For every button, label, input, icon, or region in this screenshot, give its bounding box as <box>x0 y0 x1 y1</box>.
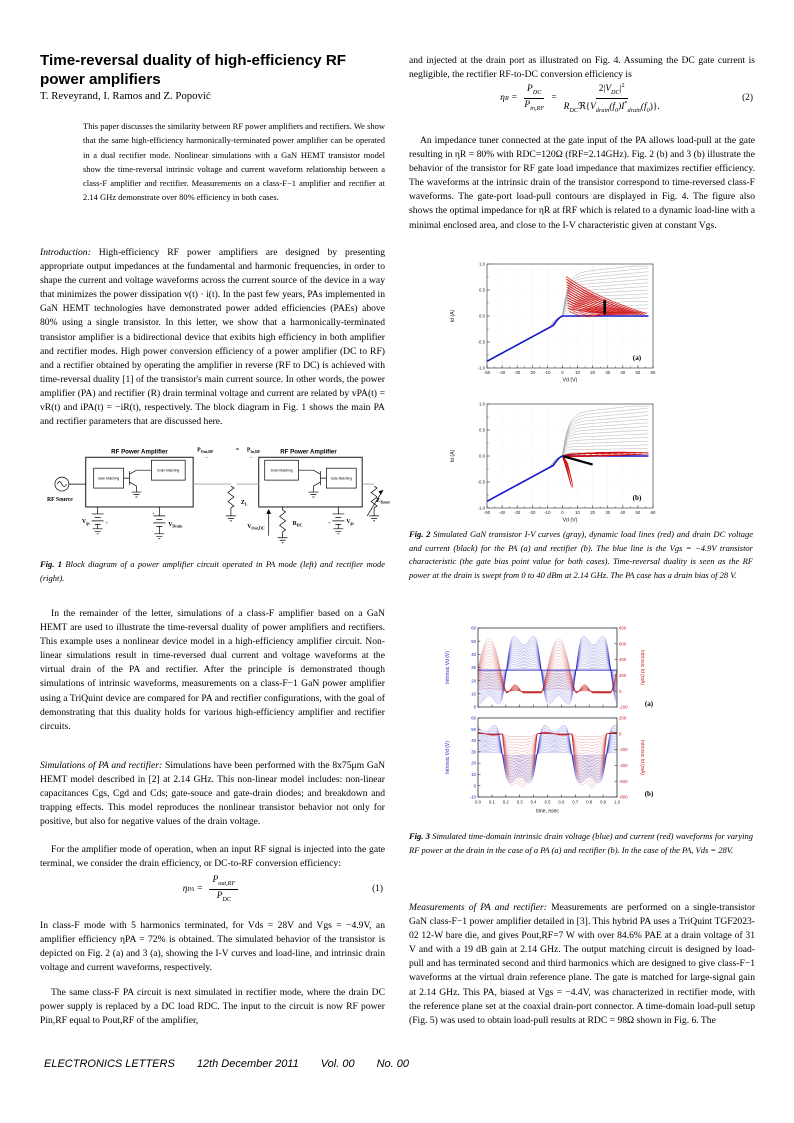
svg-text:-40: -40 <box>498 509 506 515</box>
svg-text:30: 30 <box>605 369 611 375</box>
measurements-paragraph <box>409 901 755 1028</box>
rf-flow-arrow-icon: ⇔ <box>248 454 254 460</box>
svg-text:1.0: 1.0 <box>614 799 620 805</box>
svg-text:-30: -30 <box>514 369 521 375</box>
pa-block-outline <box>86 457 193 507</box>
svg-text:10: 10 <box>575 509 580 515</box>
svg-text:Vd (V): Vd (V) <box>562 517 578 524</box>
svg-text:0.0: 0.0 <box>475 799 481 805</box>
fig3-caption <box>409 830 753 857</box>
svg-text:20: 20 <box>590 509 596 515</box>
svg-text:-1.0: -1.0 <box>477 505 485 511</box>
svg-text:800: 800 <box>619 625 627 631</box>
intro-lead: Introduction: <box>40 246 91 258</box>
gate-matching-label: Gate Matching <box>97 476 120 481</box>
svg-text:60: 60 <box>471 715 476 721</box>
eq1-number: (1) <box>372 884 383 894</box>
eq1-eta: η <box>182 884 188 894</box>
svg-text:0.2: 0.2 <box>502 799 509 805</box>
continuation-paragraph: and injected at the drain port as illustrated on Fig. 4. Assuming the DC gate current is negligible, the rectifier RF-to-DC conversion efficiency is <box>409 54 755 80</box>
fig3-caption-tag: Fig. 3 <box>409 831 430 841</box>
svg-text:0.1: 0.1 <box>488 799 495 805</box>
rectifier-block-outline <box>259 457 362 507</box>
plus-sign: + <box>328 519 331 525</box>
svg-text:60: 60 <box>650 509 656 515</box>
svg-text:-0.5: -0.5 <box>477 479 485 485</box>
svg-text:0.0: 0.0 <box>479 453 485 459</box>
gate-matching-label: Gate Matching <box>330 476 352 481</box>
measurements-lead: Measurements of PA and rectifier: <box>409 901 547 913</box>
svg-text:600: 600 <box>619 641 627 647</box>
sine-icon <box>57 482 66 487</box>
svg-text:50: 50 <box>471 638 476 644</box>
rdc-resistor-icon <box>278 507 288 543</box>
vdrain-battery-icon <box>153 507 165 539</box>
abstract: This paper discusses the similarity between RF power amplifiers and rectifiers. We show that the same high-efficiency harmonically-terminated power amplifier can be operated in a dual rectifier mode. Nonlinear simulations with a GaN HEMT transistor model show the time-reversal intrinsic voltage and current waveform relationship between a class-F amplifier and rectifier. Measurements on a class-F−1 amplifier and rectifier at 2.14 GHz demonstrate over 80% efficiency in both cases. <box>83 121 386 203</box>
fig1-diagram <box>42 444 392 556</box>
svg-text:(a): (a) <box>632 354 642 362</box>
svg-text:0.0: 0.0 <box>479 313 485 319</box>
rdc-label: $R_{DC}$ <box>292 520 303 528</box>
measurements-text: Measurements are performed on a single-transistor GaN class-F−1 power amplifier detailed in [3]. This hybrid PA uses a TriQuint TGF2023-02 12-W bare die, and gives Pout,RF=7 W with over 84.6% PAE at a drain voltage of 31 V and with a 19 dB gain at 2.14 GHz. The output matching circuit is designed by load-pull and has terminated second and third harmonics which are designed to give class-F−1 waveforms at the virtual drain reference plane. The gate is matched for large-signal gain at 2.14 GHz. This PA, biased at Vgs = −4.4V, was characterized in rectifier mode, with the reference plane set at the coaxial drain-port connector. A time-domain load-pull setup (Fig. 5) was used to obtain load-pull results at RDC = 98Ω shown in Fig. 6. The <box>409 901 756 1026</box>
page-footer <box>44 1058 431 1070</box>
svg-text:-200: -200 <box>619 704 628 710</box>
svg-text:0: 0 <box>619 731 622 737</box>
svg-text:0: 0 <box>473 783 476 789</box>
svg-text:-30: -30 <box>514 509 521 515</box>
svg-text:Id (A): Id (A) <box>450 309 456 323</box>
svg-text:0.6: 0.6 <box>558 799 565 805</box>
svg-text:0.9: 0.9 <box>600 799 607 805</box>
svg-text:0.5: 0.5 <box>479 427 485 433</box>
equals-sign: = <box>235 447 240 454</box>
intro-text: High-efficiency RF power amplifiers are designed by presenting appropriate output impedances at the fundamental and harmonic frequencies, in order to shape the current and voltage waveforms across the current source of the device in a way that minimizes the power dissipation v(t) · i(t). In the past few years, PAs implemented in GaN HEMT technologies have demonstrated power added efficiencies (PAEs) above 80% using a single transistor. In this letter, we show that a harmonically-terminated transistor amplifier is a bidirectional device that exibits high efficiency in both amplifier and rectifier modes. High power conversion efficiency of a power amplifier (DC to RF) and a rectifier obtained by operating the amplifier in reverse (RF to DC) is achieved with time-reversal duality [1] of the transistor's main current source. In other words, the power amplifier (PA) and rectifier (R) drain terminal voltage and current are related by vPA(t) = vR(t) and iPA(t) = −iR(t), respectively. The block diagram in Fig. 1 shows the main PA and rectifier parameters that are discussed here. <box>40 246 385 428</box>
fig1-left-title: RF Power Amplifier <box>111 448 168 456</box>
svg-text:Intrinsic Id (mA): Intrinsic Id (mA) <box>639 739 645 776</box>
impedance-paragraph: An impedance tuner connected at the gate input of the PA allows load-pull at the gate resulting in ηR = 80% with RDC=120Ω (fRF=2.14GHz). Fig. 2 (b) and 3 (b) illustrate the behavior of the transistor for RF gate load impedance that maximizes rectifier efficiency. The waveforms at the intrinsic drain of the transistor correspond to time-reversed class-F waveforms. The gate-port load-pull contours are displayed in Fig. 4. The figure also shows the optimal impedance for ηR at fRF which is related to a dynamic load-line with a minimal enclosed area, and close to the I-V characteristic given at constant Vgs. <box>409 134 755 231</box>
svg-text:20: 20 <box>471 760 476 766</box>
svg-text:50: 50 <box>635 509 641 515</box>
simulations-paragraph <box>40 759 385 830</box>
svg-text:-20: -20 <box>529 509 536 515</box>
rectifier-sim-paragraph: The same class-F PA circuit is next simulated in rectifier mode, where the drain DC power supply is replaced by a DC load RDC. The input to the circuit is now RF power Pin,RF equal to Pout,RF of the amplifier, <box>40 986 385 1026</box>
svg-text:Id (A): Id (A) <box>450 449 456 463</box>
amplifier-mode-paragraph: For the amplifier mode of operation, when an input RF signal is injected into the gate terminal, we consider the drain efficiency, or DC-to-RF conversion efficiency: <box>40 843 385 869</box>
equation-2: η R = $\frac{P_{DC}}{P_{in,RF}}$ = $\frac{2|V_{DC}|^2}{R_{DC}ℜ\{V_{drain}(f_0)I^*_{drain}(f_0)\}.}$ (2) <box>500 82 753 114</box>
svg-text:-40: -40 <box>498 369 506 375</box>
svg-text:-1.0: -1.0 <box>477 365 485 371</box>
eq2-fraction-2: $\frac{2|V_{DC}|^2}{R_{DC}ℜ\{V_{drain}(f_0)I^*_{drain}(f_0)\}.}$ <box>563 82 660 114</box>
svg-text:200: 200 <box>619 715 627 721</box>
svg-text:-0.5: -0.5 <box>477 339 485 345</box>
pin-label: $P_{In,RF}$ <box>246 447 261 454</box>
vgs-label: $V_{gs}$ <box>346 518 354 526</box>
svg-text:40: 40 <box>471 651 476 657</box>
svg-text:Intrinsic Vd (V): Intrinsic Vd (V) <box>445 651 451 684</box>
fig1-right-title: RF Power Amplifier <box>280 448 337 456</box>
svg-text:-10: -10 <box>544 369 551 375</box>
svg-text:50: 50 <box>635 369 641 375</box>
vdrain-label: $V_{Drain}$ <box>168 521 183 529</box>
svg-text:-20: -20 <box>529 369 536 375</box>
fig1-caption-text: Block diagram of a power amplifier circuit operated in PA mode (left) and rectifier mode (right). <box>40 559 385 583</box>
transistor-icon <box>299 470 327 492</box>
fig2-caption-text: Simulated GaN transistor I-V curves (gray), dynamic load lines (red) and drain DC voltage and current (black) for the PA (a) and rectifier (b). The blue line is the Vgs = −4.9V transistor characteristic (the gate bias point value for both cases). Time-reversal duality is seen as the RF power at the drain is swept from 0 to 40 dBm at 2.14 GHz. The PA case has a drain bias of 28 V. <box>409 529 754 581</box>
vgs-label: $V_{gs}$ <box>82 518 90 526</box>
rf-flow-arrow-icon: ⇔ <box>204 454 209 460</box>
page-title: Time-reversal duality of high-efficiency RF power amplifiers <box>40 52 347 88</box>
svg-text:0: 0 <box>473 704 476 710</box>
zl-resistor-icon <box>226 486 236 521</box>
svg-text:20: 20 <box>590 369 596 375</box>
svg-text:Vd (V): Vd (V) <box>562 377 578 384</box>
svg-text:0.7: 0.7 <box>572 799 579 805</box>
svg-text:400: 400 <box>619 657 627 663</box>
svg-text:1.0: 1.0 <box>479 261 485 267</box>
fig1-caption <box>40 558 385 585</box>
fig2-panel-a <box>449 256 699 388</box>
svg-text:40: 40 <box>620 509 626 515</box>
vout-label: $V_{Out,DC}$ <box>247 523 265 531</box>
fig2-caption-tag: Fig. 2 <box>409 529 431 539</box>
svg-text:40: 40 <box>471 738 476 744</box>
svg-text:time, nsec: time, nsec <box>536 808 559 815</box>
minus-sign: - <box>152 527 154 533</box>
remainder-paragraph: In the remainder of the letter, simulations of a class-F amplifier based on a GaN HEMT are used to illustrate the time-reversal duality of power amplifiers and rectifiers. This example uses a nonlinear device model in a high-efficiency amplifier circuit. Non-linear simulations result in time-reversed dual current and voltage waveforms at the virtual drain of the PA and rectifier. After the principle is demonstrated though simulations of intrinsic waveforms, measurements on a class-F−1 GaN power amplifier using a TriQuint device are compared for PA and rectifier configurations, with the goal of demonstrating that this duality holds for various high-efficiency amplifier and rectifier circuits. <box>40 607 385 732</box>
footer-journal: ELECTRONICS LETTERS <box>44 1058 175 1070</box>
classf-paragraph: In class-F mode with 5 harmonics terminated, for Vds = 28V and Vgs = −4.9V, an amplifier efficiency ηPA = 72% is obtained. The simulated behavior of the transistor is depicted on Fig. 2 (a) and 3 (a), showing the I-V curves and load-line, and intrinsic drain voltage and current waveforms, respectively. <box>40 919 385 974</box>
svg-text:20: 20 <box>471 678 476 684</box>
fig3-panel-b <box>442 712 702 818</box>
svg-text:30: 30 <box>471 665 476 671</box>
svg-text:10: 10 <box>575 369 580 375</box>
svg-text:(b): (b) <box>632 494 642 502</box>
svg-text:50: 50 <box>471 726 476 732</box>
fig3-panel-a <box>442 622 702 712</box>
drain-matching-label: Drain Matching <box>157 468 180 473</box>
svg-text:0: 0 <box>619 688 622 694</box>
svg-text:-10: -10 <box>544 509 551 515</box>
svg-text:-10: -10 <box>469 794 476 800</box>
svg-text:1.0: 1.0 <box>479 401 485 407</box>
fig2-panel-b <box>449 396 699 528</box>
plus-sign: + <box>105 519 108 525</box>
ground-icon <box>131 492 141 497</box>
plus-sign: + <box>152 510 155 516</box>
svg-text:-800: -800 <box>619 794 628 800</box>
svg-text:60: 60 <box>471 625 476 631</box>
svg-text:-600: -600 <box>619 778 628 784</box>
ground-icon <box>308 492 318 497</box>
fig2-caption <box>409 528 753 583</box>
svg-text:200: 200 <box>619 673 627 678</box>
transistor-icon <box>124 470 152 492</box>
svg-text:0.8: 0.8 <box>586 799 593 805</box>
ztuner-label: $Z_{Tuner}$ <box>376 497 391 505</box>
svg-text:0.5: 0.5 <box>479 287 485 293</box>
svg-text:0: 0 <box>561 509 564 515</box>
intro-paragraph <box>40 246 385 430</box>
vgs-battery-icon <box>92 507 104 534</box>
tuner-arrowhead-icon <box>378 490 383 495</box>
eq2-number: (2) <box>742 93 753 103</box>
eq1-eta-sub: PA <box>187 885 195 893</box>
svg-text:40: 40 <box>620 369 626 375</box>
vgs-battery-icon <box>332 507 344 534</box>
svg-text:0.3: 0.3 <box>516 799 523 805</box>
simulations-text: Simulations have been performed with the 8x75μm GaN HEMT model described in [2] at 2.14 GHz. This non-linear model includes: non-linear capacitances Cgs, Cgd and Cds; gate-souce and gate-drain diodes; and breakdown and trapping effects. This model reproduces the nonlinear transistor behavior not only for positive, but also for negative values of the drain voltage. <box>40 759 386 828</box>
svg-text:Intrinsic Vd (V): Intrinsic Vd (V) <box>445 741 451 774</box>
simulations-lead: Simulations of PA and rectifier: <box>40 759 163 771</box>
fig3-caption-text: Simulated time-domain intrinsic drain voltage (blue) and current (red) waveforms for varying RF power at the drain in the case of a PA (a) and rectifier (b). In the case of the PA, Vds = 28V. <box>409 831 753 855</box>
svg-text:10: 10 <box>471 772 476 778</box>
svg-text:30: 30 <box>605 509 611 515</box>
rf-source-label: RF Source <box>47 496 73 503</box>
footer-issue: No. 00 <box>376 1058 409 1070</box>
svg-text:-200: -200 <box>619 747 628 753</box>
eq1-equals: = <box>197 884 203 894</box>
footer-volume: Vol. 00 <box>320 1058 355 1070</box>
svg-text:10: 10 <box>471 691 476 697</box>
equation-1 <box>40 872 385 906</box>
svg-text:-400: -400 <box>619 763 628 768</box>
svg-text:(a): (a) <box>644 700 654 708</box>
eq2-fraction-1: $\frac{P_{DC}}{P_{in,RF}}$ <box>524 84 545 112</box>
svg-text:0.5: 0.5 <box>544 799 551 805</box>
svg-text:-50: -50 <box>483 369 491 375</box>
pout-label: $P_{Out,RF}$ <box>197 447 214 454</box>
svg-text:(b): (b) <box>644 790 654 798</box>
svg-text:0.4: 0.4 <box>530 799 537 805</box>
vout-arrowhead-icon <box>266 509 271 514</box>
svg-text:60: 60 <box>650 369 656 375</box>
drain-matching-label: Drain Matching <box>270 468 293 473</box>
zl-label: $Z_L$ <box>240 499 248 507</box>
svg-text:0: 0 <box>561 369 564 375</box>
eq1-fraction: $\frac{P_{out,RF}}{P_{DC}}$ <box>209 875 238 903</box>
fig1-caption-tag: Fig. 1 <box>40 559 63 569</box>
authors: T. Reveyrand, I. Ramos and Z. Popović <box>40 90 211 102</box>
svg-text:Intrinsic Id (mA): Intrinsic Id (mA) <box>639 649 645 686</box>
svg-text:30: 30 <box>471 749 476 755</box>
svg-text:-50: -50 <box>483 509 491 515</box>
footer-date: 12th December 2011 <box>196 1058 299 1070</box>
